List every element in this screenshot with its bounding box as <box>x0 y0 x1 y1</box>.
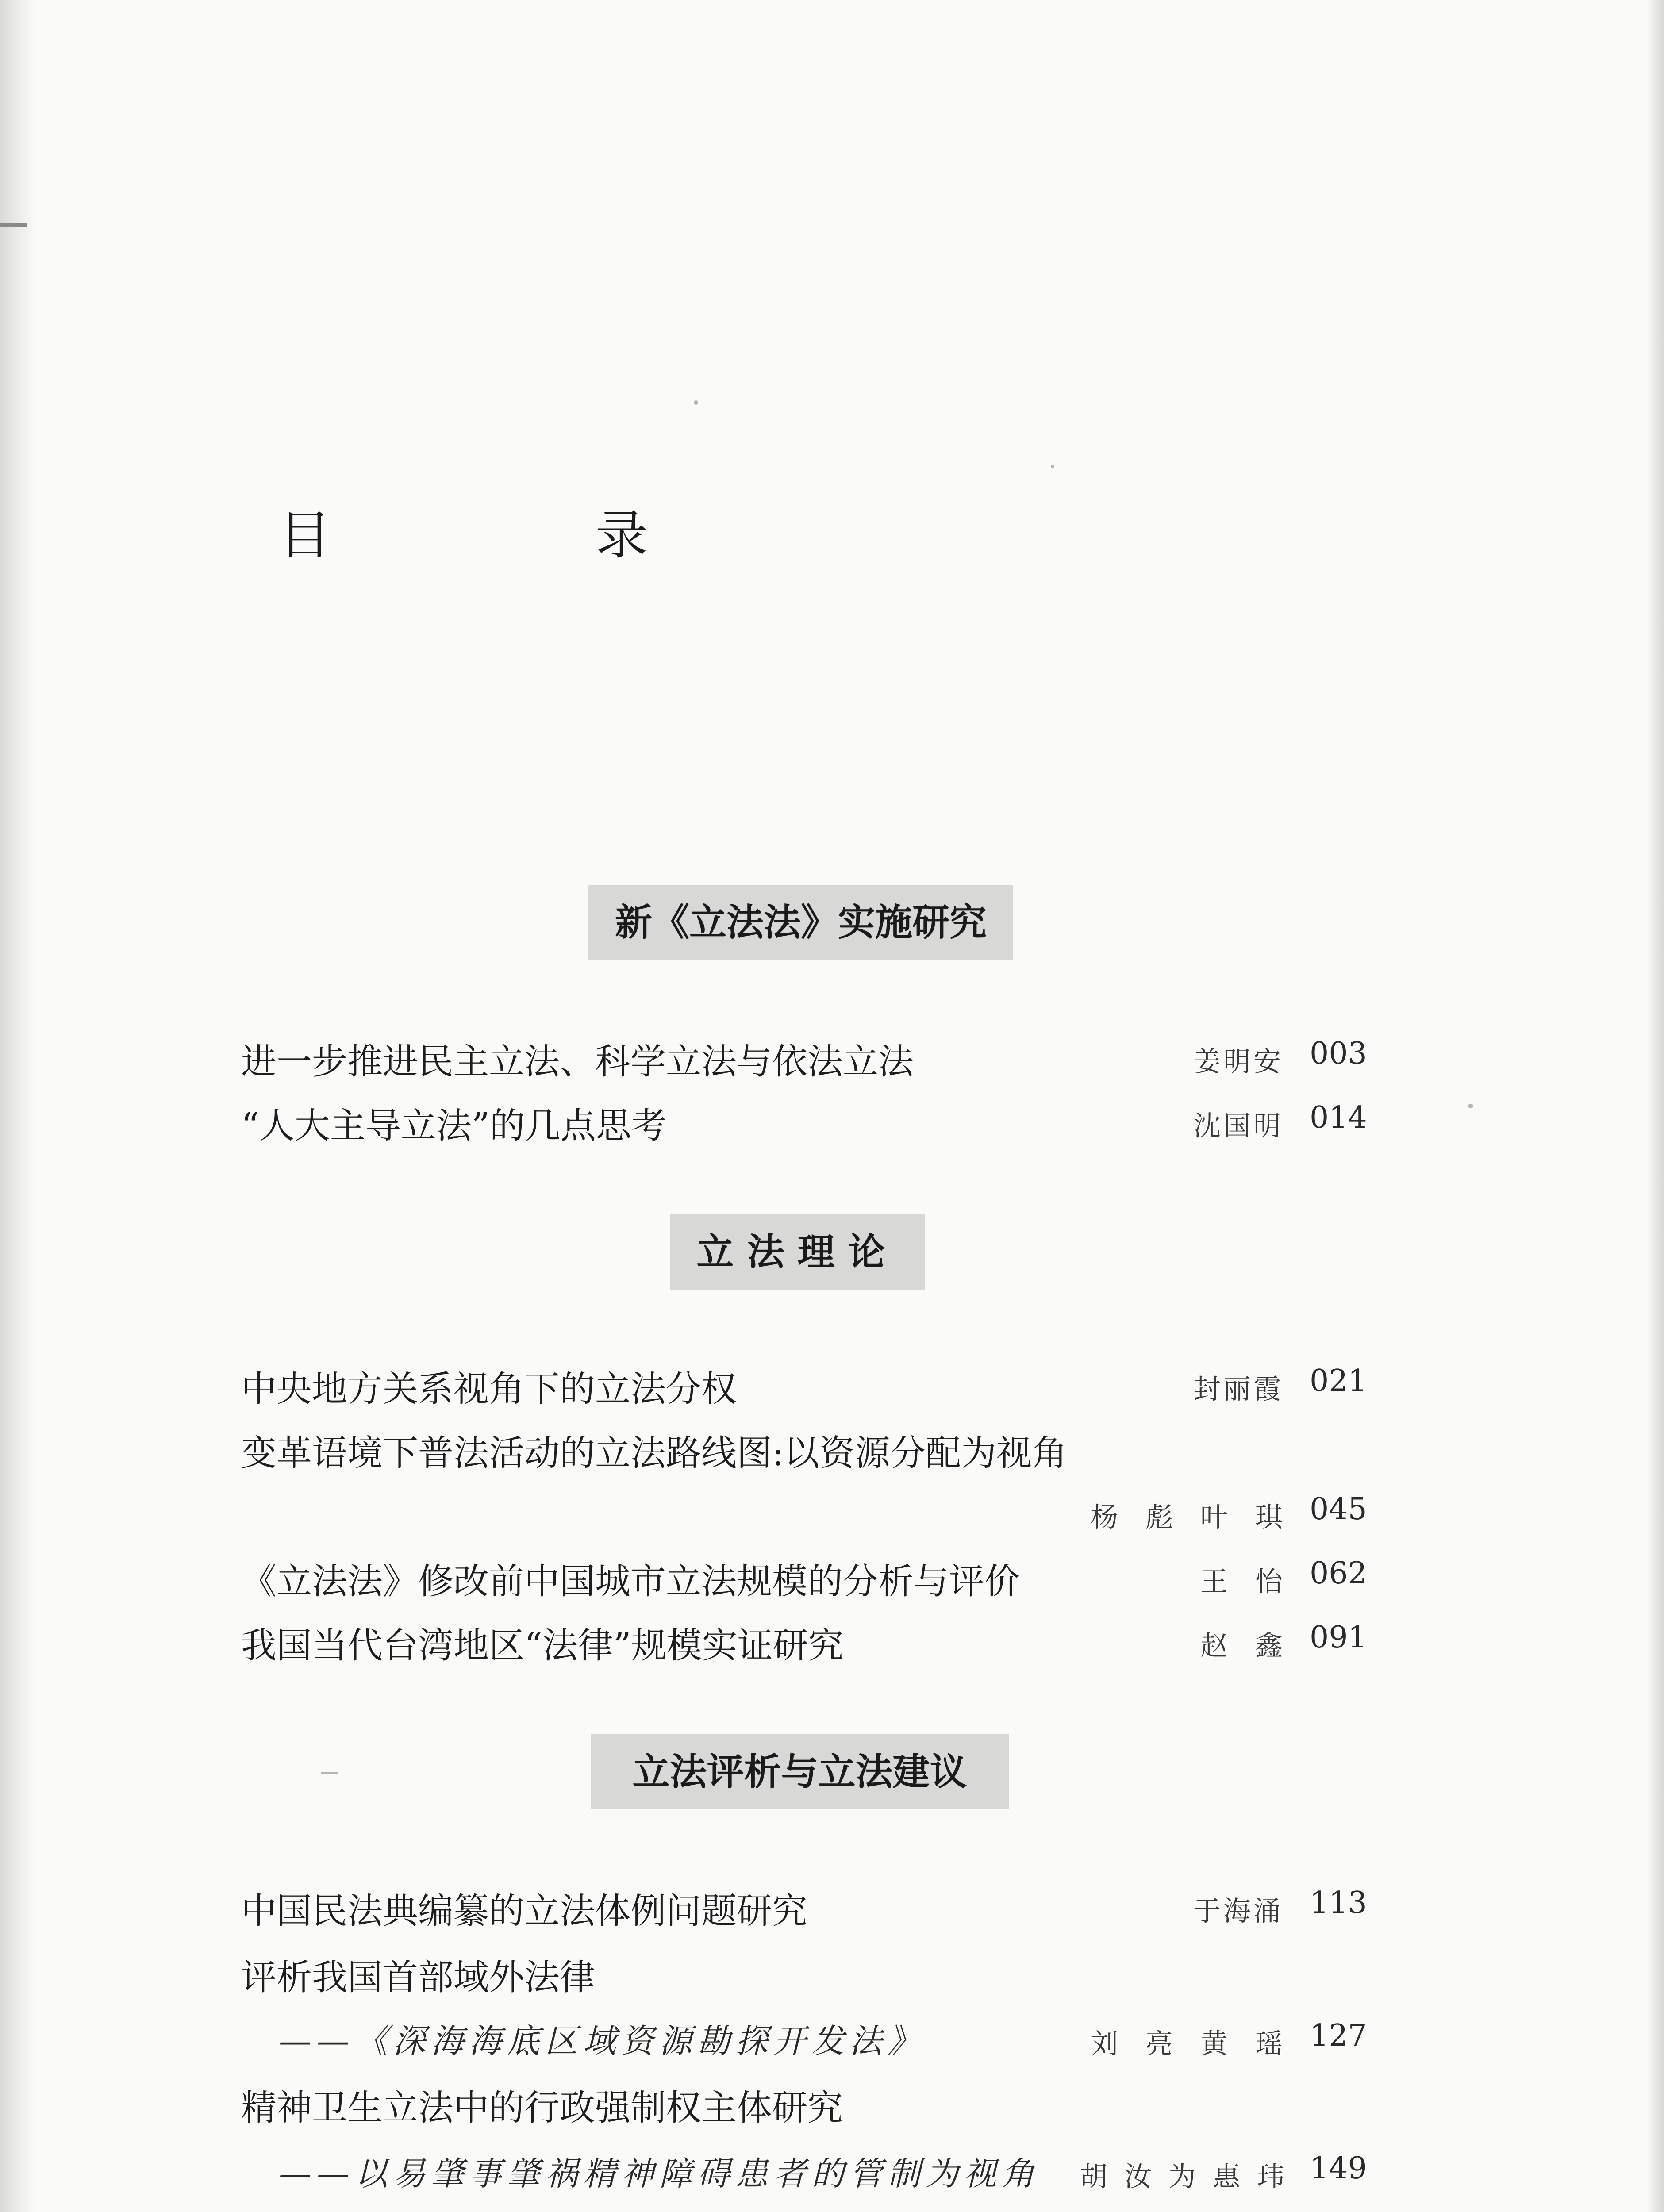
toc-entry-page: 021 <box>1310 1363 1367 1398</box>
toc-entry-subtitle: ——《深海海底区域资源勘探开发法》 <box>279 2022 926 2060</box>
toc-entry-author: 胡汝为惠玮 <box>1080 2160 1301 2193</box>
toc-entry-title[interactable]: 《立法法》修改前中国城市立法规模的分析与评价 <box>241 1561 1020 1602</box>
scan-speck <box>694 400 698 405</box>
section-heading: 立法评析与立法建议 <box>591 1734 1009 1809</box>
toc-entry-title[interactable]: 我国当代台湾地区“法律”规模实证研究 <box>241 1625 844 1666</box>
toc-entry-author: 王怡 <box>1200 1565 1310 1598</box>
page-edge-shadow <box>1646 0 1664 2212</box>
toc-entry-title[interactable]: 变革语境下普法活动的立法路线图:以资源分配为视角 <box>241 1432 1067 1474</box>
scan-speck <box>1468 1104 1473 1108</box>
binding-mark <box>0 223 27 227</box>
toc-entry-title[interactable]: 进一步推进民主立法、科学立法与依法立法 <box>241 1041 914 1082</box>
toc-entry-title[interactable]: 精神卫生立法中的行政强制权主体研究 <box>241 2087 843 2128</box>
toc-entry-title[interactable]: 中国民法典编纂的立法体例问题研究 <box>241 1890 807 1932</box>
toc-entry-title[interactable]: 中央地方关系视角下的立法分权 <box>241 1368 737 1409</box>
scan-speck <box>321 1772 338 1774</box>
toc-entry-author: 沈国明 <box>1193 1110 1284 1142</box>
toc-entry-page: 091 <box>1310 1620 1367 1655</box>
toc-entry-author: 赵鑫 <box>1200 1629 1310 1662</box>
section-heading: 新《立法法》实施研究 <box>588 885 1013 960</box>
scan-speck <box>1051 465 1054 468</box>
toc-entry-author: 封丽霞 <box>1193 1373 1284 1405</box>
binding-shadow <box>0 0 35 2212</box>
toc-entry-author: 于海涌 <box>1193 1895 1284 1927</box>
toc-entry-title[interactable]: 评析我国首部域外法律 <box>241 1957 595 1998</box>
toc-entry-page: 014 <box>1310 1100 1367 1135</box>
section-heading: 立法理论 <box>670 1214 925 1290</box>
toc-entry-page: 149 <box>1310 2151 1367 2186</box>
page-title: 目 录 <box>279 505 754 566</box>
toc-entry-title[interactable]: “人大主导立法”的几点思考 <box>241 1105 667 1146</box>
toc-entry-page: 113 <box>1310 1886 1367 1920</box>
toc-entry-author: 杨彪叶琪 <box>1090 1501 1310 1533</box>
toc-entry-author: 刘亮黄瑶 <box>1090 2028 1310 2060</box>
toc-entry-author: 姜明安 <box>1193 1045 1284 1078</box>
toc-entry-page: 045 <box>1310 1492 1367 1527</box>
toc-entry-page: 003 <box>1310 1036 1367 1071</box>
toc-entry-subtitle: ——以易肇事肇祸精神障碍患者的管制为视角 <box>279 2155 1040 2193</box>
toc-entry-page: 127 <box>1310 2018 1367 2053</box>
toc-entry-page: 062 <box>1310 1556 1367 1591</box>
